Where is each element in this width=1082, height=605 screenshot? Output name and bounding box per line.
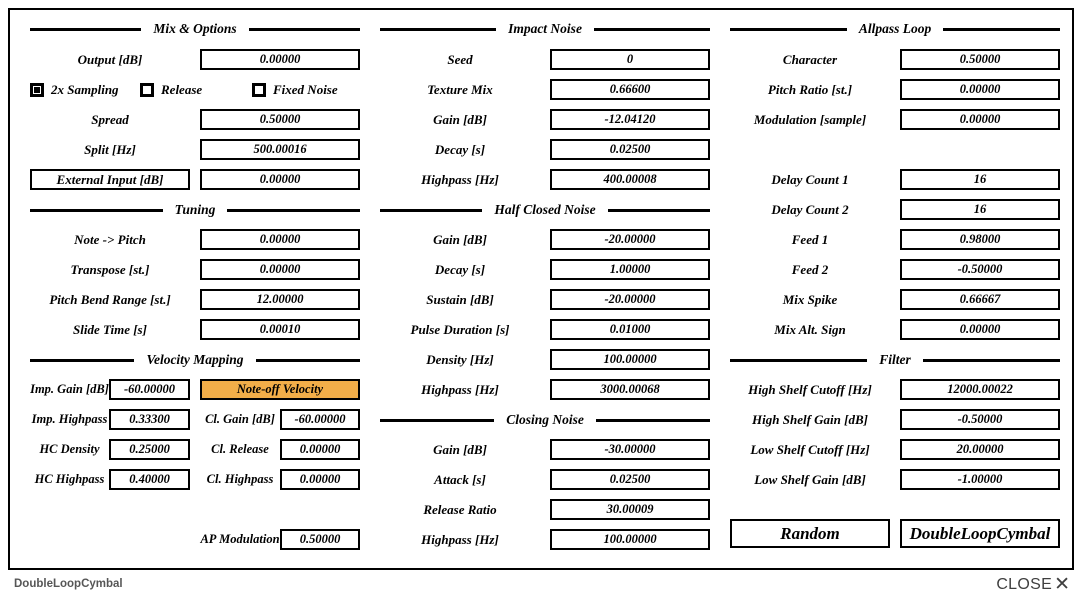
pulse-duration-label: Pulse Duration [s] xyxy=(410,322,510,337)
hc-density-row xyxy=(30,439,360,460)
random-button[interactable]: Random xyxy=(730,519,890,548)
high-shelf-cutoff-field[interactable]: 12000.00022 xyxy=(900,379,1060,400)
hc-sustain-row xyxy=(380,289,710,310)
external-input-button[interactable]: External Input [dB] xyxy=(30,169,190,190)
impact-highpass-label: Highpass [Hz] xyxy=(421,172,499,187)
hc-density-label: HC Density xyxy=(39,442,100,456)
mix-spike-label: Mix Spike xyxy=(782,292,838,307)
divider-line xyxy=(923,359,1060,362)
hc-highpass-label: HC Highpass xyxy=(34,472,105,486)
transpose-label: Transpose [st.] xyxy=(70,262,150,277)
low-shelf-gain-label: Low Shelf Gain [dB] xyxy=(754,472,866,487)
closing-gain-label: Gain [dB] xyxy=(433,442,487,457)
divider-line xyxy=(608,209,710,212)
impact-decay-row xyxy=(380,139,710,160)
output-label: Output [dB] xyxy=(77,52,143,67)
close-button[interactable] xyxy=(996,575,1070,594)
spread-label: Spread xyxy=(91,112,129,127)
seed-label: Seed xyxy=(447,52,473,67)
pitch-bend-row xyxy=(30,289,360,310)
close-label: CLOSE xyxy=(996,575,1053,593)
output-field[interactable]: 0.00000 xyxy=(200,49,360,70)
divider-line xyxy=(256,359,360,362)
high-shelf-gain-label: High Shelf Gain [dB] xyxy=(752,412,868,427)
release-ratio-label: Release Ratio xyxy=(423,502,497,517)
feed1-label: Feed 1 xyxy=(791,232,829,247)
high-shelf-cutoff-label: High Shelf Cutoff [Hz] xyxy=(748,382,872,397)
divider-line xyxy=(249,28,360,31)
pitch-ratio-row xyxy=(730,79,1060,100)
parameter-panel xyxy=(8,8,1074,570)
note-pitch-row xyxy=(30,229,360,250)
section-header-half-closed xyxy=(380,199,710,221)
imp-highpass-label: Imp. Highpass xyxy=(31,412,108,426)
delay-count2-row xyxy=(730,199,1060,220)
closing-gain-row xyxy=(380,439,710,460)
imp-highpass-row xyxy=(30,409,360,430)
transpose-row xyxy=(30,259,360,280)
transpose-field[interactable]: 0.00000 xyxy=(200,259,360,280)
seed-row xyxy=(380,49,710,70)
checkbox-release[interactable] xyxy=(140,79,202,100)
impact-decay-label: Decay [s] xyxy=(434,142,486,157)
hc-density-field[interactable]: 0.25000 xyxy=(109,439,190,460)
closing-attack-field[interactable]: 0.02500 xyxy=(550,469,710,490)
impact-highpass-field[interactable]: 400.00008 xyxy=(550,169,710,190)
texture-mix-field[interactable]: 0.66600 xyxy=(550,79,710,100)
hc-gain-label: Gain [dB] xyxy=(433,232,487,247)
slide-time-field[interactable]: 0.00010 xyxy=(200,319,360,340)
delay-count1-label: Delay Count 1 xyxy=(771,172,849,187)
pitch-bend-label: Pitch Bend Range [st.] xyxy=(49,292,171,307)
external-input-row xyxy=(30,169,360,190)
modulation-row xyxy=(730,109,1060,130)
checkbox-2x-sampling-label: 2x Sampling xyxy=(51,81,119,97)
checkbox-2x-sampling-icon xyxy=(30,83,44,97)
divider-line xyxy=(30,28,141,31)
section-title-velocity: Velocity Mapping xyxy=(146,352,244,367)
external-input-field[interactable]: 0.00000 xyxy=(200,169,360,190)
column-noise xyxy=(380,10,710,568)
character-field[interactable]: 0.50000 xyxy=(900,49,1060,70)
release-ratio-field[interactable]: 30.00009 xyxy=(550,499,710,520)
spread-row xyxy=(30,109,360,130)
feed2-label: Feed 2 xyxy=(791,262,829,277)
checkbox-fixed-noise-icon xyxy=(252,83,266,97)
release-ratio-row xyxy=(380,499,710,520)
column-mix-tuning-velocity xyxy=(30,10,360,568)
closing-attack-row xyxy=(380,469,710,490)
impact-gain-label: Gain [dB] xyxy=(433,112,487,127)
section-title-allpass: Allpass Loop xyxy=(858,21,932,36)
divider-line xyxy=(380,419,494,422)
closing-highpass-row xyxy=(380,529,710,550)
divider-line xyxy=(227,209,360,212)
low-shelf-cutoff-field[interactable]: 20.00000 xyxy=(900,439,1060,460)
ap-modulation-field[interactable]: 0.50000 xyxy=(280,529,360,550)
split-label: Split [Hz] xyxy=(84,142,136,157)
imp-gain-label: Imp. Gain [dB] xyxy=(30,382,109,396)
ap-modulation-label: AP Modulation xyxy=(200,532,280,546)
section-header-closing xyxy=(380,409,710,431)
hc-highpass-hz-field[interactable]: 3000.00068 xyxy=(550,379,710,400)
divider-line xyxy=(380,28,496,31)
high-shelf-cutoff-row xyxy=(730,379,1060,400)
checkbox-2x-sampling[interactable] xyxy=(30,79,119,100)
low-shelf-gain-row xyxy=(730,469,1060,490)
high-shelf-gain-row xyxy=(730,409,1060,430)
cl-highpass-label: Cl. Highpass xyxy=(206,472,274,486)
split-field[interactable]: 500.00016 xyxy=(200,139,360,160)
delay-count1-field[interactable]: 16 xyxy=(900,169,1060,190)
section-header-allpass xyxy=(730,18,1060,40)
output-row xyxy=(30,49,360,70)
divider-line xyxy=(30,209,163,212)
imp-highpass-field[interactable]: 0.33300 xyxy=(109,409,190,430)
seed-field[interactable]: 0 xyxy=(550,49,710,70)
divider-line xyxy=(380,209,482,212)
plugin-name-label: DoubleLoopCymbal xyxy=(14,578,123,590)
hc-gain-field[interactable]: -20.00000 xyxy=(550,229,710,250)
section-title-half-closed: Half Closed Noise xyxy=(494,202,596,217)
low-shelf-cutoff-row xyxy=(730,439,1060,460)
checkbox-fixed-noise[interactable] xyxy=(252,79,338,100)
checkbox-release-label: Release xyxy=(161,81,203,97)
impact-gain-row xyxy=(380,109,710,130)
mix-alt-sign-label: Mix Alt. Sign xyxy=(774,322,846,337)
checkbox-fixed-noise-label: Fixed Noise xyxy=(273,81,338,97)
close-icon: ✕ xyxy=(1054,574,1070,595)
hc-highpass-row xyxy=(30,469,360,490)
closing-attack-label: Attack [s] xyxy=(434,472,486,487)
modulation-field[interactable]: 0.00000 xyxy=(900,109,1060,130)
note-pitch-field[interactable]: 0.00000 xyxy=(200,229,360,250)
pulse-duration-field[interactable]: 0.01000 xyxy=(550,319,710,340)
feed1-row xyxy=(730,229,1060,250)
low-shelf-gain-field[interactable]: -1.00000 xyxy=(900,469,1060,490)
pulse-duration-row xyxy=(380,319,710,340)
pitch-ratio-field[interactable]: 0.00000 xyxy=(900,79,1060,100)
character-row xyxy=(730,49,1060,70)
divider-line xyxy=(596,419,710,422)
divider-line xyxy=(943,28,1060,31)
section-header-tuning xyxy=(30,199,360,221)
pitch-bend-field[interactable]: 12.00000 xyxy=(200,289,360,310)
section-header-impact xyxy=(380,18,710,40)
density-label: Density [Hz] xyxy=(426,352,494,367)
imp-gain-row xyxy=(30,379,360,400)
hc-decay-field[interactable]: 1.00000 xyxy=(550,259,710,280)
feed1-field[interactable]: 0.98000 xyxy=(900,229,1060,250)
mix-spike-field[interactable]: 0.66667 xyxy=(900,289,1060,310)
hc-sustain-field[interactable]: -20.00000 xyxy=(550,289,710,310)
feed2-row xyxy=(730,259,1060,280)
slide-time-label: Slide Time [s] xyxy=(73,322,147,337)
closing-highpass-label: Highpass [Hz] xyxy=(421,532,499,547)
character-label: Character xyxy=(782,52,838,67)
note-pitch-label: Note -> Pitch xyxy=(74,232,146,247)
section-title-mix: Mix & Options xyxy=(153,21,237,36)
texture-mix-label: Texture Mix xyxy=(427,82,493,97)
section-header-mix xyxy=(30,18,360,40)
impact-highpass-row xyxy=(380,169,710,190)
divider-line xyxy=(730,359,867,362)
mix-alt-sign-field[interactable]: 0.00000 xyxy=(900,319,1060,340)
density-field[interactable]: 100.00000 xyxy=(550,349,710,370)
density-row xyxy=(380,349,710,370)
hc-highpass-hz-label: Highpass [Hz] xyxy=(421,382,499,397)
hc-decay-row xyxy=(380,259,710,280)
note-off-velocity-button[interactable]: Note-off Velocity xyxy=(200,379,360,400)
cl-release-field[interactable]: 0.00000 xyxy=(280,439,360,460)
section-title-closing: Closing Noise xyxy=(506,412,584,427)
spread-field[interactable]: 0.50000 xyxy=(200,109,360,130)
texture-mix-row xyxy=(380,79,710,100)
divider-line xyxy=(30,359,134,362)
modulation-label: Modulation [sample] xyxy=(753,112,867,127)
hc-highpass-field[interactable]: 0.40000 xyxy=(109,469,190,490)
cl-gain-label: Cl. Gain [dB] xyxy=(205,412,275,426)
delay-count1-row xyxy=(730,169,1060,190)
section-title-filter: Filter xyxy=(879,352,911,367)
cl-release-label: Cl. Release xyxy=(211,442,269,456)
divider-line xyxy=(730,28,847,31)
section-title-tuning: Tuning xyxy=(174,202,216,217)
section-title-impact: Impact Noise xyxy=(508,21,582,36)
delay-count2-field[interactable]: 16 xyxy=(900,199,1060,220)
ap-modulation-row xyxy=(30,529,360,550)
divider-line xyxy=(594,28,710,31)
high-shelf-gain-field[interactable]: -0.50000 xyxy=(900,409,1060,430)
preset-selector-button[interactable]: DoubleLoopCymbal xyxy=(900,519,1060,548)
mix-alt-sign-row xyxy=(730,319,1060,340)
impact-gain-field[interactable]: -12.04120 xyxy=(550,109,710,130)
section-header-velocity xyxy=(30,349,360,371)
split-row xyxy=(30,139,360,160)
hc-highpass-hz-row xyxy=(380,379,710,400)
mix-spike-row xyxy=(730,289,1060,310)
section-header-filter xyxy=(730,349,1060,371)
cl-gain-field[interactable]: -60.00000 xyxy=(280,409,360,430)
hc-decay-label: Decay [s] xyxy=(434,262,486,277)
low-shelf-cutoff-label: Low Shelf Cutoff [Hz] xyxy=(750,442,870,457)
closing-gain-field[interactable]: -30.00000 xyxy=(550,439,710,460)
slide-time-row xyxy=(30,319,360,340)
imp-gain-field[interactable]: -60.00000 xyxy=(109,379,190,400)
cl-highpass-field[interactable]: 0.00000 xyxy=(280,469,360,490)
hc-sustain-label: Sustain [dB] xyxy=(426,292,494,307)
delay-count2-label: Delay Count 2 xyxy=(771,202,849,217)
options-checkbox-row xyxy=(30,79,360,100)
feed2-field[interactable]: -0.50000 xyxy=(900,259,1060,280)
closing-highpass-field[interactable]: 100.00000 xyxy=(550,529,710,550)
column-allpass-filter xyxy=(730,10,1060,568)
impact-decay-field[interactable]: 0.02500 xyxy=(550,139,710,160)
pitch-ratio-label: Pitch Ratio [st.] xyxy=(767,82,853,97)
hc-gain-row xyxy=(380,229,710,250)
checkbox-release-icon xyxy=(140,83,154,97)
